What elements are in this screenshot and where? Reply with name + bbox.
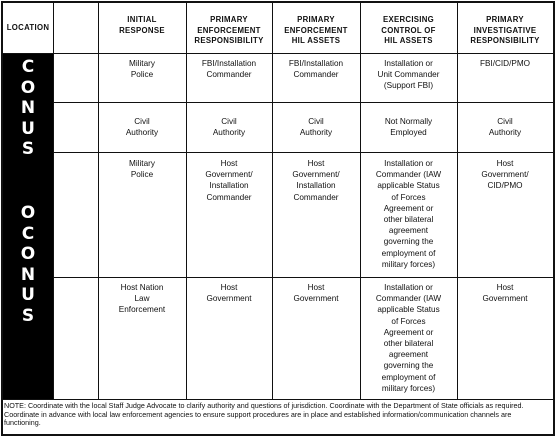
row-divider [3,53,553,54]
row4-initial-response: Host Nation Law Enforcement [118,283,166,315]
row1-initial-response: Military Police [129,59,155,80]
row3-initial-response: Military Police [129,159,155,180]
row4-primary-enforcement: Host Government [206,283,252,304]
conus-label: C O N U S [20,57,36,159]
row2-exercising-control: Not Normally Employed [384,117,433,138]
header-primary-enforcement-hil: PRIMARY ENFORCEMENT HIL ASSETS [284,15,348,46]
row3-primary-enforcement-hil: Host Government/ Installation Commander [292,159,340,202]
header-primary-investigative: PRIMARY INVESTIGATIVE RESPONSIBILITY [470,15,540,46]
row4-primary-enforcement-hil: Host Government [293,283,339,304]
row1-primary-enforcement-hil: FBI/Installation Commander [288,59,344,80]
row-divider [53,102,553,103]
header-primary-enforcement: PRIMARY ENFORCEMENT RESPONSIBILITY [194,15,264,46]
header-location: LOCATION [6,23,50,32]
row1-primary-investigative: FBI/CID/PMO [479,59,531,68]
row3-primary-investigative: Host Government/ CID/PMO [481,159,529,191]
row1-exercising-control: Installation or Unit Commander (Support FBI) [377,59,440,91]
table-note: NOTE: Coordinate with the local Staff Judge Advocate to clarify authority and questions of jurisdiction. Coordinate with the Department of State officials as required. Coordinate in advance with local law enforcement agencies to ensure support procedures are in place and established information/communication channels are functioning. [4,401,524,428]
row2-primary-enforcement: Civil Authority [212,117,246,138]
row4-primary-investigative: Host Government [482,283,528,304]
row4-exercising-control: Installation or Commander (IAW applicable Status of Forces Agreement or other bilateral agreement governing the employment of military forces) [375,283,442,393]
row2-primary-investigative: Civil Authority [488,117,522,138]
header-exercising-control: EXERCISING CONTROL OF HIL ASSETS [381,15,436,46]
header-initial-response: INITIAL RESPONSE [119,15,165,35]
oconus-label: O C O N U S [20,203,36,326]
row2-initial-response: Civil Authority [125,117,159,138]
row3-primary-enforcement: Host Government/ Installation Commander [205,159,253,202]
responsibility-table [1,1,555,436]
row-divider [53,152,553,153]
row-divider [3,399,553,400]
column-divider [53,3,54,399]
row2-primary-enforcement-hil: Civil Authority [299,117,333,138]
row1-primary-enforcement: FBI/Installation Commander [201,59,257,80]
row-divider [53,277,553,278]
row3-exercising-control: Installation or Commander (IAW applicable Status of Forces Agreement or other bilateral agreement governing the employment of military forces) [375,159,442,269]
